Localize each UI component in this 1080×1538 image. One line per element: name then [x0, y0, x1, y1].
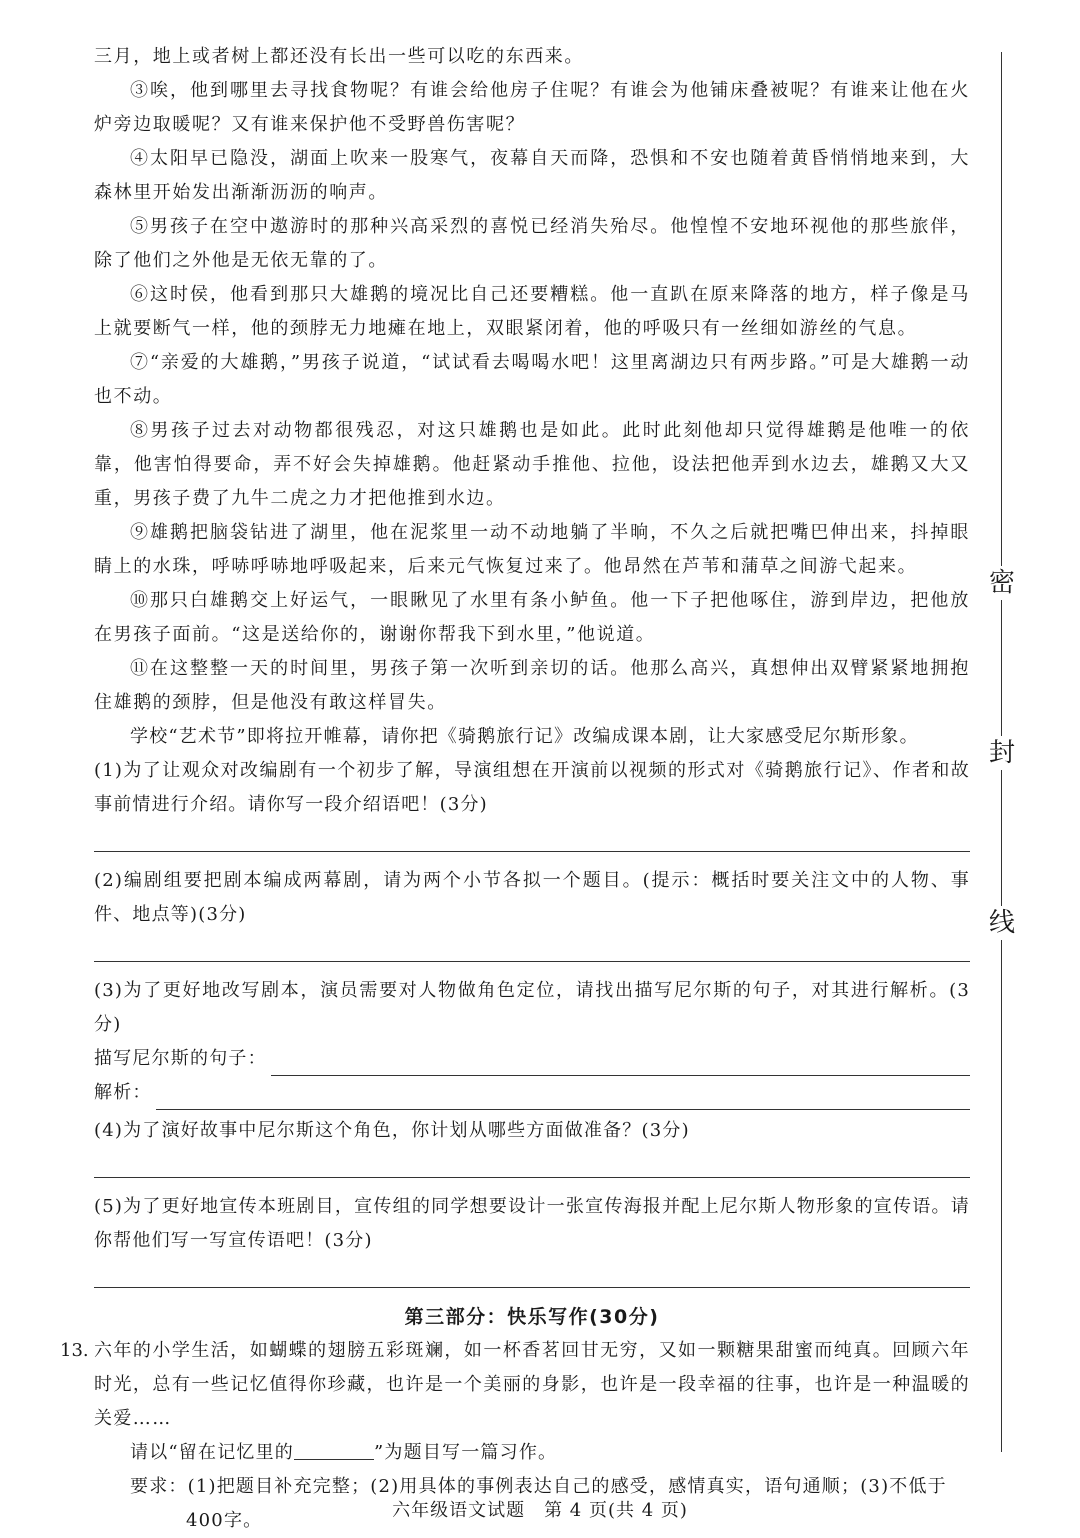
answer-line-1[interactable] [94, 850, 970, 852]
task-intro: 学校“艺术节”即将拉开帷幕，请你把《骑鹅旅行记》改编成课本剧，让大家感受尼尔斯形象。 [130, 726, 919, 747]
answer-line-4[interactable] [94, 1176, 970, 1178]
q3-sentence-answer-line[interactable] [271, 1051, 970, 1076]
page-content [60, 40, 970, 1538]
story-paragraph-6: ⑥这时侯，他看到那只大雄鹅的境况比自己还要糟糕。他一直趴在原来降落的地方，样子像是马上就要断气一样，他的颈脖无力地瘫在地上，双眼紧闭着，他的呼吸只有一丝细如游丝的气息。 [94, 284, 970, 339]
seal-char-feng: 封 [986, 736, 1018, 770]
prompt-after: ”为题目写一篇习作。 [374, 1442, 558, 1463]
story-paragraph-11: ⑪在这整整一天的时间里，男孩子第一次听到亲切的话。他那么高兴，真想伸出双臂紧紧地拥抱住雄鹅的颈脖，但是他没有敢这样冒失。 [94, 658, 970, 713]
q3-sentence-label: 描写尼尔斯的句子： [94, 1048, 267, 1069]
story-paragraph-continued: 三月，地上或者树上都还没有长出一些可以吃的东西来。 [94, 46, 584, 67]
q3-analysis-answer-line[interactable] [156, 1085, 970, 1110]
story-paragraph-4: ④太阳早已隐没，湖面上吹来一股寒气，夜幕自天而降，恐惧和不安也随着黄昏悄悄地来到，大森林里开始发出渐渐沥沥的响声。 [94, 148, 970, 203]
title-blank[interactable] [294, 1439, 374, 1460]
story-paragraph-5: ⑤男孩子在空中遨游时的那种兴高采烈的喜悦已经消失殆尽。他惶惶不安地环视他的那些旅伴，除了他们之外他是无依无靠的了。 [94, 216, 970, 271]
story-paragraph-9: ⑨雄鹅把脑袋钻进了湖里，他在泥浆里一动不动地躺了半晌，不久之后就把嘴巴伸出来，抖掉眼睛上的水珠，呼哧呼哧地呼吸起来，后来元气恢复过来了。他昂然在芦苇和蒲草之间游弋起来。 [94, 522, 970, 577]
requirements-line-1: 要求：(1)把题目补充完整；(2)用具体的事例表达自己的感受，感情真实，语句通顺；(3)不低于 [130, 1476, 947, 1497]
q3-analysis-label: 解析： [94, 1082, 152, 1103]
answer-line-5[interactable] [94, 1286, 970, 1288]
question-1: (1)为了让观众对改编剧有一个初步了解，导演组想在开演前以视频的形式对《骑鹅旅行记》、作者和故事前情进行介绍。请你写一段介绍语吧！(3分) [94, 760, 970, 815]
requirements-line-2: 400字。 [186, 1510, 263, 1531]
question-13 [60, 1334, 970, 1436]
story-paragraph-7: ⑦“亲爱的大雄鹅，”男孩子说道，“试试看去喝喝水吧！这里离湖边只有两步路。”可是大雄鹅一动也不动。 [94, 352, 970, 407]
question-3: (3)为了更好地改写剧本，演员需要对人物做角色定位，请找出描写尼尔斯的句子，对其进行解析。(3分) [94, 980, 970, 1035]
part3-title: 第三部分：快乐写作(30分) [404, 1306, 660, 1328]
q3-sentence-row [94, 1042, 970, 1076]
question-2: (2)编剧组要把剧本编成两幕剧，请为两个小节各拟一个题目。(提示：概括时要关注文中的人物、事件、地点等)(3分) [94, 870, 970, 925]
seal-char-mi: 密 [986, 566, 1018, 600]
story-paragraph-10: ⑩那只白雄鹅交上好运气，一眼瞅见了水里有条小鲈鱼。他一下子把他啄住，游到岸边，把他放在男孩子面前。“这是送给你的，谢谢你帮我下到水里，”他说道。 [94, 590, 970, 645]
answer-line-2[interactable] [94, 960, 970, 962]
page-footer: 六年级语文试题 第 4 页(共 4 页) [392, 1500, 688, 1521]
story-paragraph-8: ⑧男孩子过去对动物都很残忍，对这只雄鹅也是如此。此时此刻他却只觉得雄鹅是他唯一的依靠，他害怕得要命，弄不好会失掉雄鹅。他赶紧动手推他、拉他，设法把他弄到水边去，雄鹅又大又重，男孩子费了九牛二虎之力才把他推到水边。 [94, 420, 970, 509]
prompt-before: 请以“留在记忆里的 [130, 1442, 295, 1463]
seal-char-xian: 线 [986, 906, 1018, 940]
q3-analysis-row [94, 1076, 970, 1110]
question-4: (4)为了演好故事中尼尔斯这个角色，你计划从哪些方面做准备？(3分) [94, 1120, 690, 1141]
question-5: (5)为了更好地宣传本班剧目，宣传组的同学想要设计一张宣传海报并配上尼尔斯人物形象的宣传语。请你帮他们写一写宣传语吧！(3分) [94, 1196, 970, 1251]
writing-prompt [94, 1436, 970, 1470]
story-paragraph-3: ③唉，他到哪里去寻找食物呢？有谁会给他房子住呢？有谁会为他铺床叠被呢？有谁来让他在火炉旁边取暖呢？又有谁来保护他不受野兽伤害呢？ [94, 80, 970, 135]
question-13-number: 13. [60, 1340, 89, 1361]
question-13-text: 六年的小学生活，如蝴蝶的翅膀五彩斑斓，如一杯香茗回甘无穷，又如一颗糖果甜蜜而纯真。回顾六年时光，总有一些记忆值得你珍藏，也许是一个美丽的身影，也许是一段幸福的往事，也许是一种温暖的关爱…… [94, 1340, 970, 1429]
